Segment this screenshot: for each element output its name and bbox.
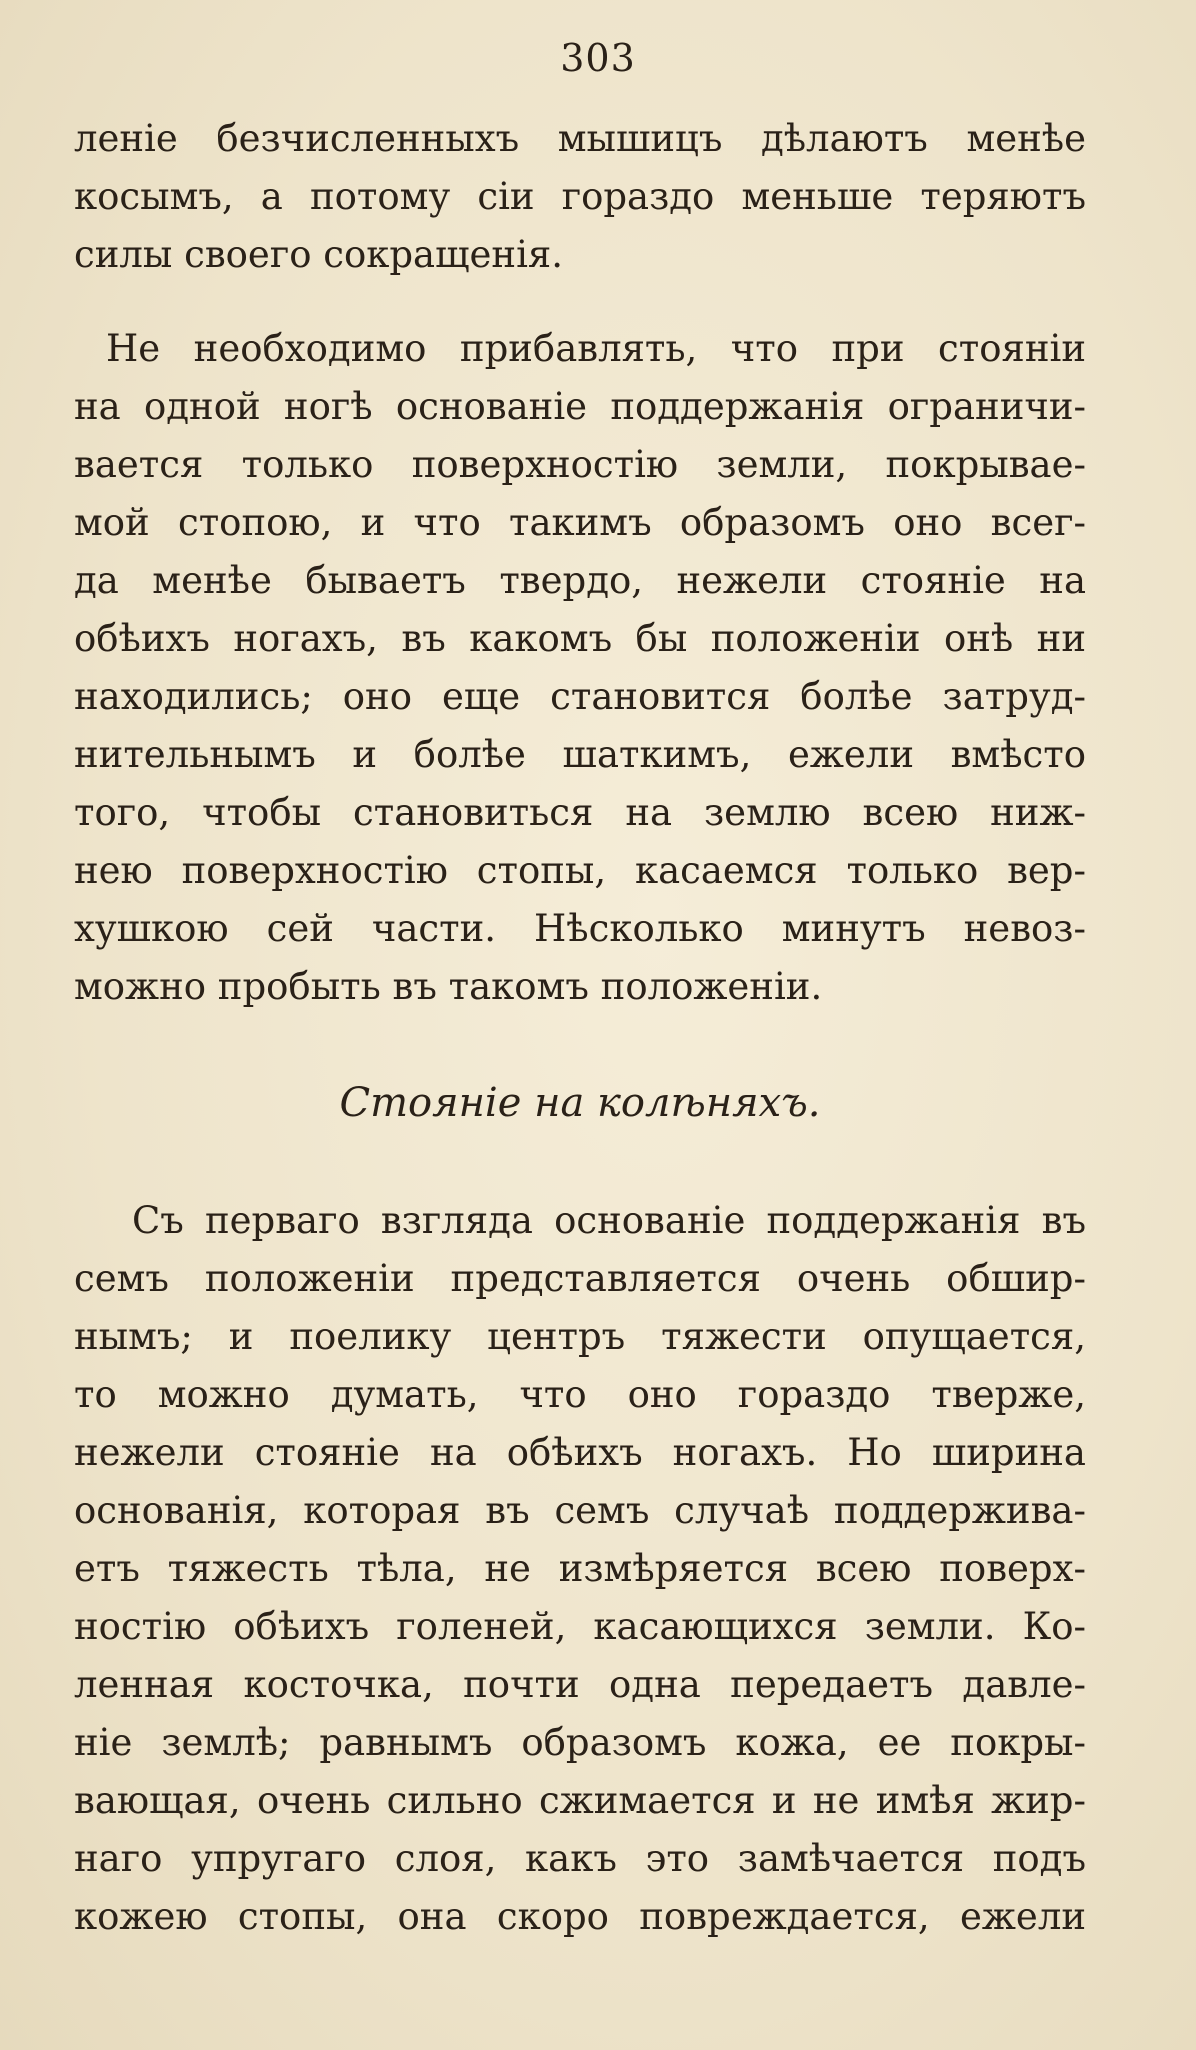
text-line: Не необходимо прибавлять, что при стояніи: [106, 327, 1086, 370]
text-line: ніе землѣ; равнымъ образомъ кожа, ее покры-: [74, 1721, 1086, 1764]
text-line: нею поверхностію стопы, касаемся только вер-: [74, 849, 1086, 892]
text-line: того, чтобы становиться на землю всею ниж-: [74, 791, 1086, 834]
text-line: основанія, которая въ семъ случаѣ поддержива-: [74, 1489, 1086, 1532]
text-line: можно пробыть въ такомъ положеніи.: [74, 965, 823, 1008]
paragraph-standing-one-foot: [74, 320, 1086, 1016]
page-number: 303: [560, 36, 636, 80]
paragraph-muscles: [74, 110, 1086, 284]
text-line: ностію обѣихъ голеней, касающихся земли. Ко-: [74, 1605, 1086, 1648]
paragraph-kneeling: [74, 1192, 1086, 1946]
text-line: етъ тяжесть тѣла, не измѣряется всею поверх-: [74, 1547, 1086, 1590]
text-line: нымъ; и поелику центръ тяжести опущается,: [74, 1315, 1086, 1358]
text-line: вающая, очень сильно сжимается и не имѣя жир-: [74, 1779, 1086, 1822]
text-line: на одной ногѣ основаніе поддержанія ограничи-: [74, 385, 1086, 428]
text-line: наго упругаго слоя, какъ это замѣчается подъ: [74, 1837, 1086, 1880]
text-line: вается только поверхностію земли, покрывае-: [74, 443, 1086, 486]
text-line: силы своего сокращенія.: [74, 233, 564, 276]
text-line: находились; оно еще становится болѣе затруд-: [74, 675, 1086, 718]
text-line: нительнымъ и болѣе шаткимъ, ежели вмѣсто: [74, 733, 1086, 776]
text-line: леніе безчисленныхъ мышицъ дѣлаютъ менѣе: [74, 117, 1086, 160]
text-line: хушкою сей части. Нѣсколько минутъ невоз-: [74, 907, 1086, 950]
text-line: ленная косточка, почти одна передаетъ давле-: [74, 1663, 1086, 1706]
text-line: да менѣе бываетъ твердо, нежели стояніе на: [74, 559, 1086, 602]
text-line: косымъ, а потому сіи гораздо меньше теряютъ: [74, 175, 1086, 218]
text-line: кожею стопы, она скоро повреждается, ежели: [74, 1895, 1086, 1938]
text-line: нежели стояніе на обѣихъ ногахъ. Но ширина: [74, 1431, 1086, 1474]
text-line: семъ положеніи представляется очень обшир-: [74, 1257, 1086, 1300]
page-body: [74, 110, 1086, 1946]
text-line: обѣихъ ногахъ, въ какомъ бы положеніи онѣ ни: [74, 617, 1086, 660]
section-heading: Стояніе на колѣняхъ.: [339, 1080, 821, 1126]
text-line: то можно думать, что оно гораздо тверже,: [74, 1373, 1086, 1416]
text-line: Съ перваго взгляда основаніе поддержанія въ: [132, 1199, 1086, 1242]
text-line: мой стопою, и что такимъ образомъ оно всег-: [74, 501, 1086, 544]
